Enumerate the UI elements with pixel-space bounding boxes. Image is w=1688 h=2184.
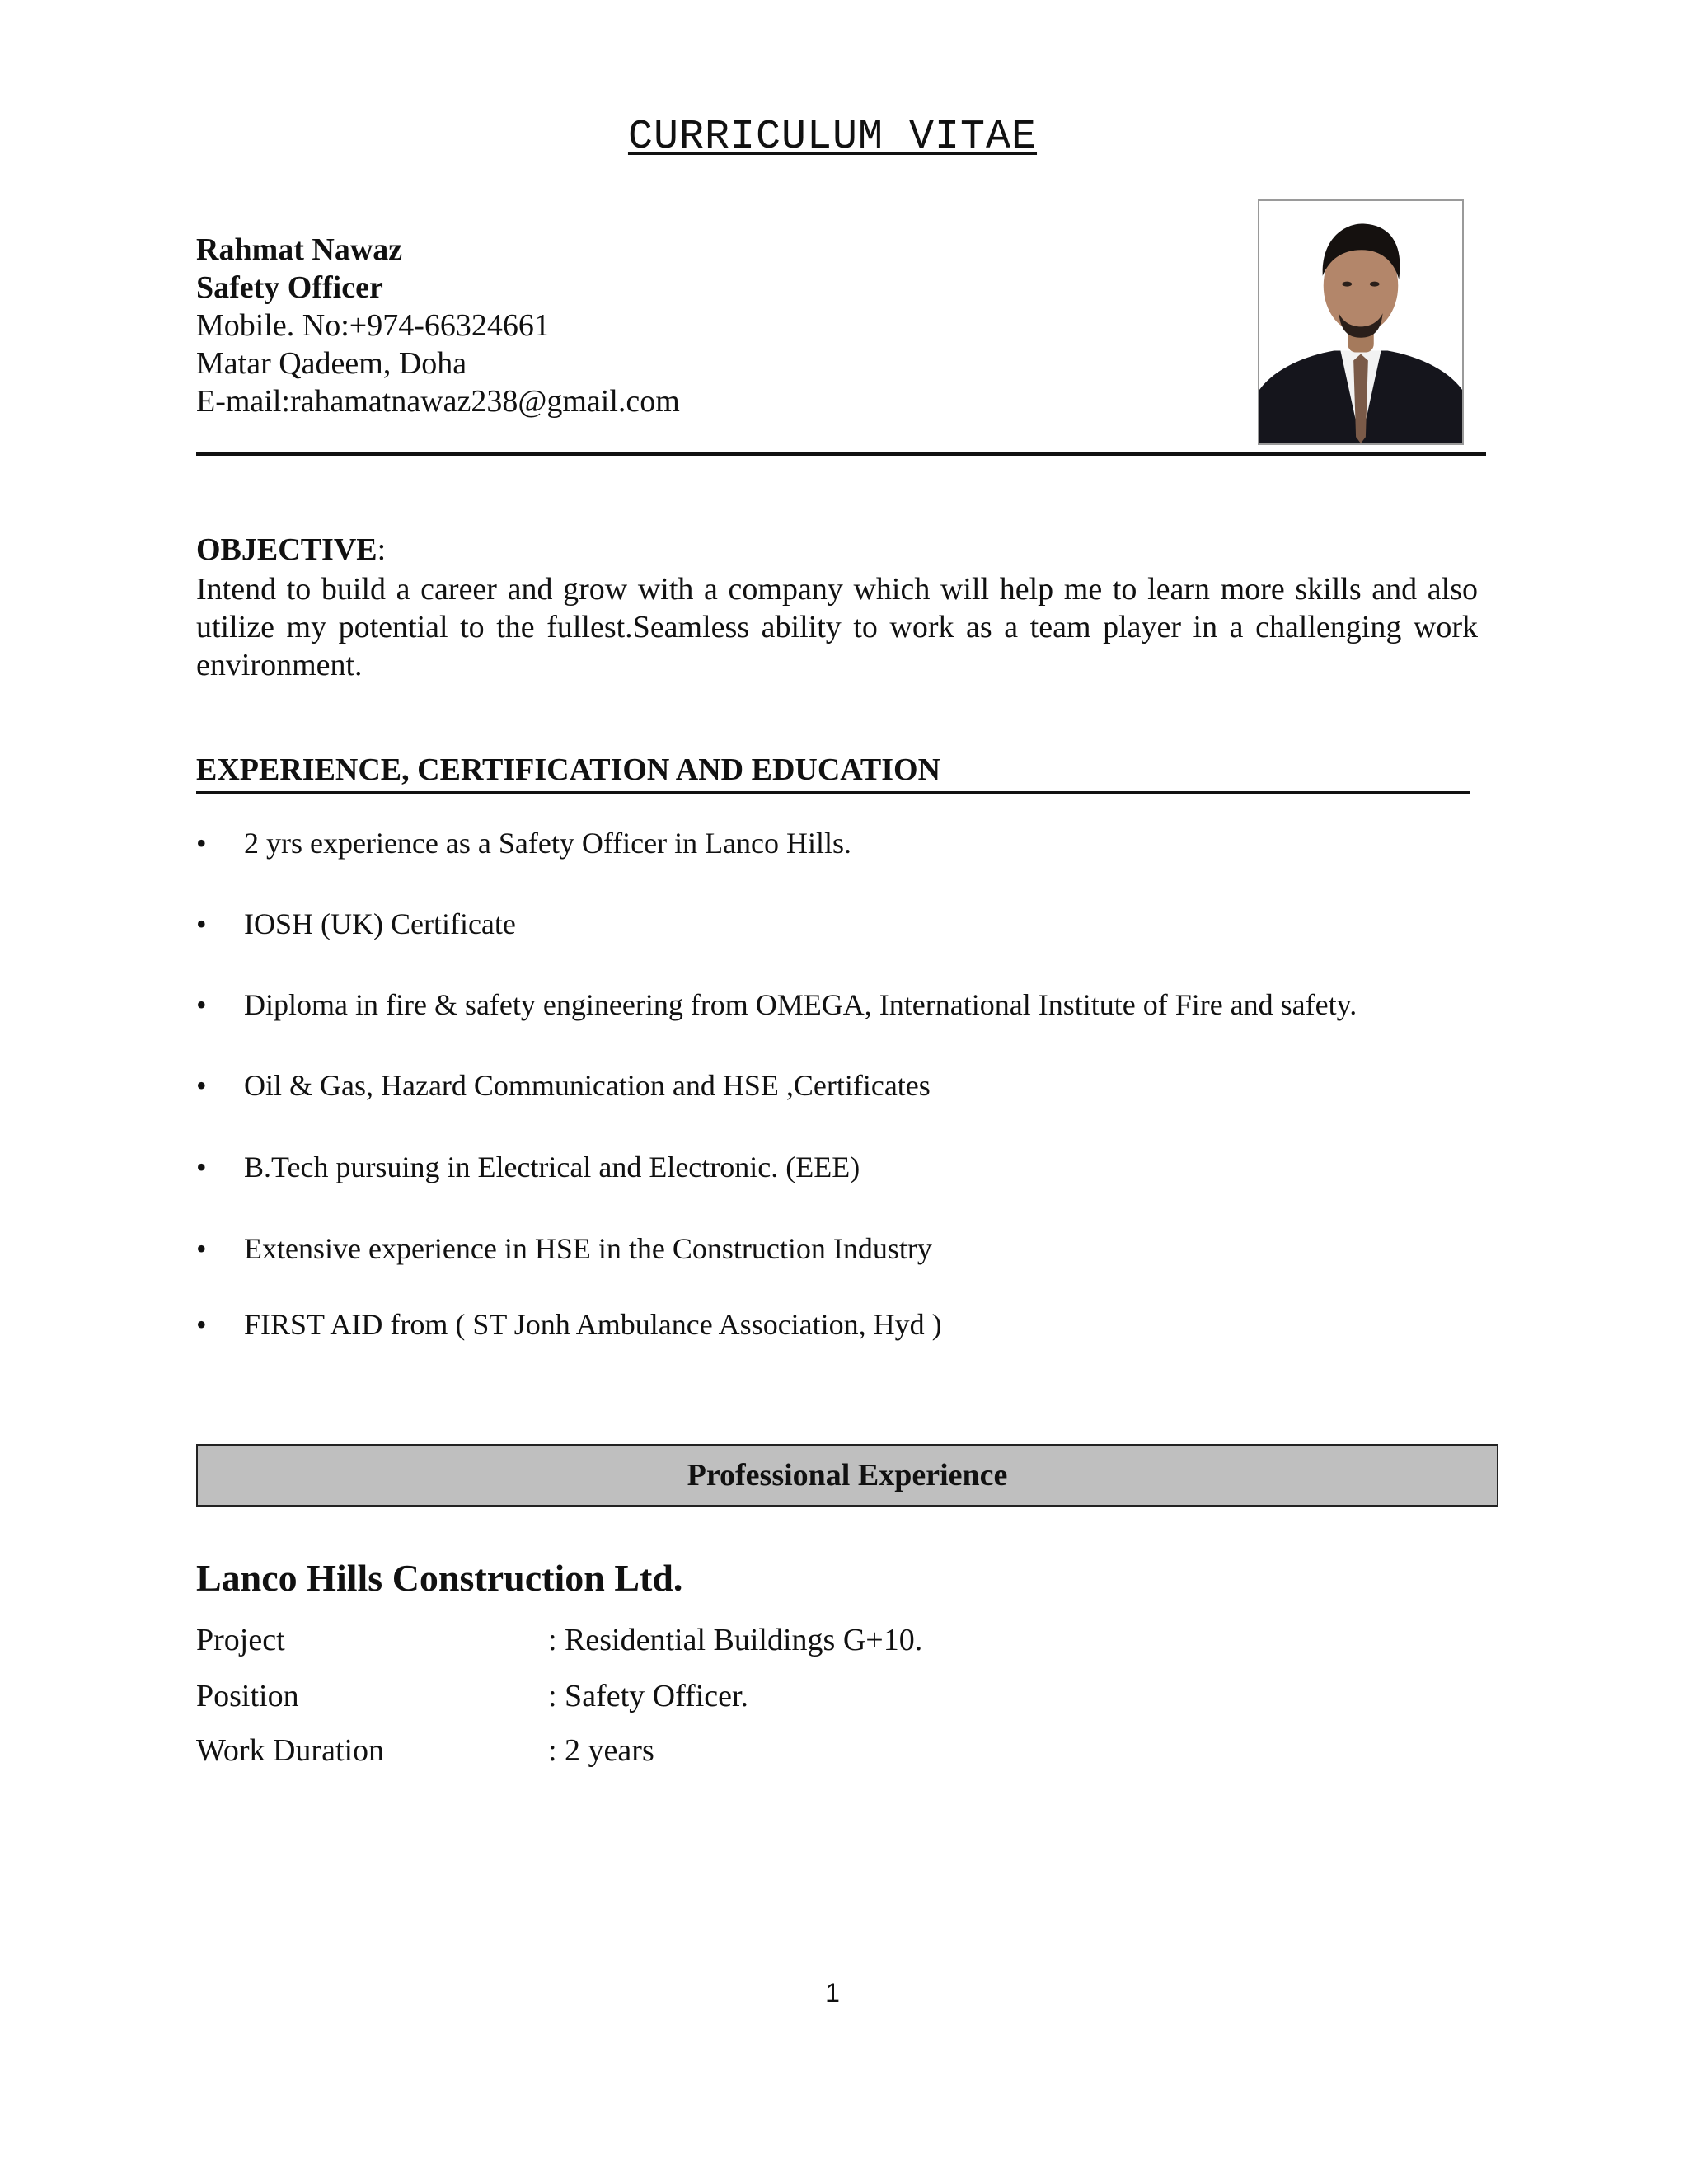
candidate-address: Matar Qadeem, Doha	[196, 346, 467, 381]
objective-heading-text: OBJECTIVE	[196, 532, 377, 567]
experience-heading: EXPERIENCE, CERTIFICATION AND EDUCATION	[196, 752, 941, 787]
professional-experience-heading: Professional Experience	[687, 1458, 1008, 1493]
list-item-text: FIRST AID from ( ST Jonh Ambulance Association, Hyd )	[244, 1308, 942, 1341]
detail-value-work-duration: : 2 years	[548, 1733, 654, 1768]
list-item	[196, 987, 1357, 1022]
list-item-text: B.Tech pursuing in Electrical and Electronic. (EEE)	[244, 1151, 860, 1183]
list-item	[196, 1068, 931, 1103]
bullet-icon: •	[196, 1308, 207, 1341]
list-item	[196, 826, 851, 860]
list-item-text: Extensive experience in HSE in the Construction Industry	[244, 1232, 932, 1265]
candidate-job-title: Safety Officer	[196, 270, 383, 305]
bullet-icon: •	[196, 1069, 207, 1102]
list-item-text: Diploma in fire & safety engineering from OMEGA, International Institute of Fire and safety.	[244, 988, 1357, 1021]
bullet-icon: •	[196, 1151, 207, 1183]
objective-text: Intend to build a career and grow with a company which will help me to learn more skills and also utilize my potential to the fullest.Seamless ability to work as a team player in a challenging work environment.	[196, 572, 1478, 682]
profile-photo-icon	[1259, 201, 1462, 443]
company-name: Lanco Hills Construction Ltd.	[196, 1557, 683, 1599]
document-title: CURRICULUM VITAE	[627, 114, 1038, 161]
header-divider	[196, 452, 1486, 456]
professional-experience-banner	[196, 1444, 1498, 1507]
candidate-mobile: Mobile. No:+974-66324661	[196, 308, 550, 343]
detail-label-work-duration: Work Duration	[196, 1733, 385, 1768]
objective-heading	[196, 532, 386, 568]
list-item	[196, 1150, 860, 1184]
list-item	[196, 907, 516, 941]
bullet-icon: •	[196, 907, 207, 940]
list-item	[196, 1231, 932, 1266]
list-item-text: Oil & Gas, Hazard Communication and HSE ,Certificates	[244, 1069, 931, 1102]
page-number: 1	[825, 1978, 840, 2008]
detail-label-position: Position	[196, 1679, 299, 1713]
list-item-text: IOSH (UK) Certificate	[244, 907, 516, 940]
bullet-icon: •	[196, 1232, 207, 1265]
candidate-name: Rahmat Nawaz	[196, 232, 403, 267]
bullet-icon: •	[196, 827, 207, 860]
experience-heading-underline	[196, 791, 1470, 794]
detail-value-position: : Safety Officer.	[548, 1679, 749, 1713]
candidate-email: E-mail:rahamatnawaz238@gmail.com	[196, 384, 680, 419]
list-item-text: 2 yrs experience as a Safety Officer in Lanco Hills.	[244, 827, 852, 860]
list-item	[196, 1307, 942, 1342]
bullet-icon: •	[196, 988, 207, 1021]
profile-photo	[1258, 199, 1464, 445]
detail-value-project: : Residential Buildings G+10.	[548, 1623, 923, 1657]
objective-heading-suffix: :	[377, 532, 387, 567]
detail-label-project: Project	[196, 1623, 285, 1657]
